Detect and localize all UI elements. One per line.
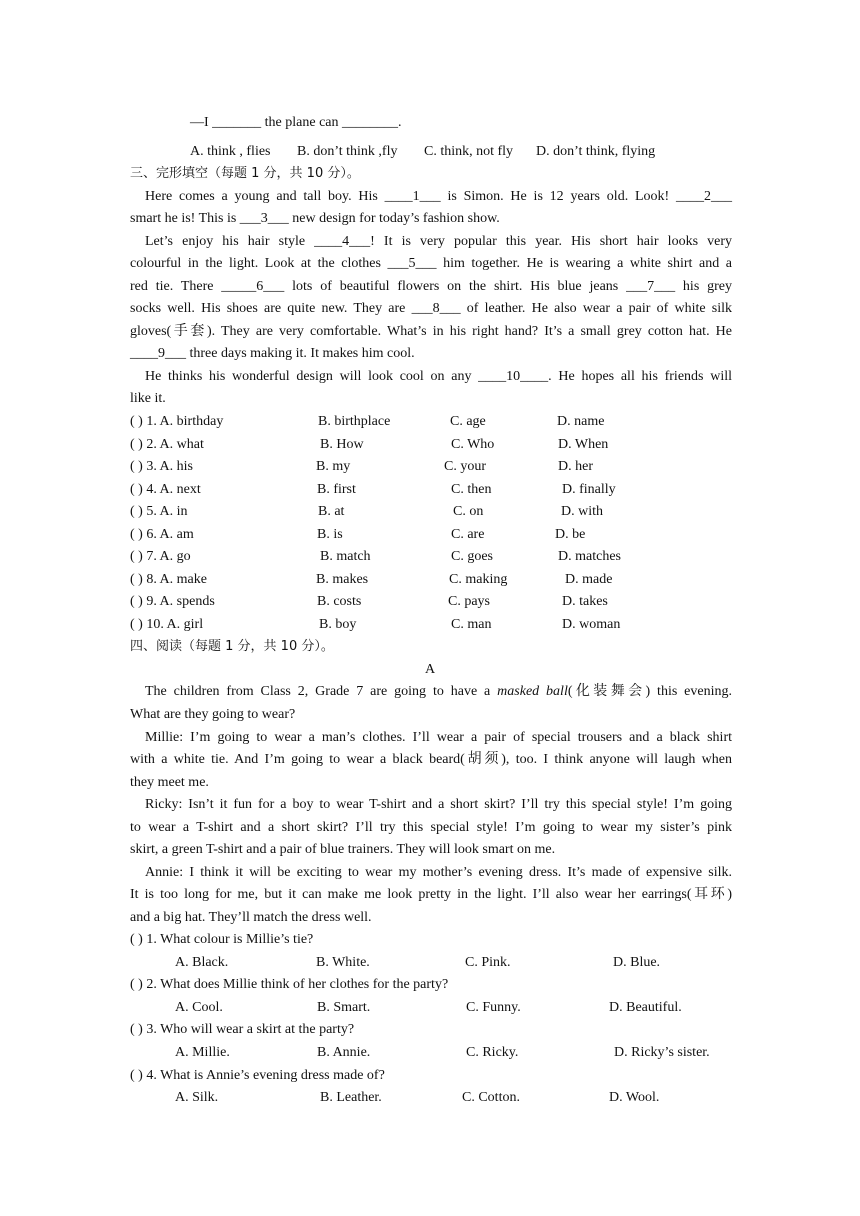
cloze-option-d: D. be (555, 527, 586, 542)
answer-a: A. Cool. (175, 1000, 223, 1015)
question-line: —I _______ the plane can ________. (190, 115, 402, 130)
cloze-option-c: C. on (453, 504, 484, 519)
cloze-line: He thinks his wonderful design will look cool on any ____10____. He hopes all his friends will (145, 369, 732, 384)
answer-d: D. Wool. (609, 1090, 660, 1105)
intro-text-end: (化装舞会) this evening. (567, 684, 732, 699)
option-a: A. think , flies (190, 144, 271, 159)
cloze-option-c: C. age (450, 414, 486, 429)
cloze-question-a: ( ) 2. A. what (130, 437, 204, 452)
reading-line: to wear a T-shirt and a short skirt? I’ll try this special style! I’m going to wear my sister’s pink (130, 820, 732, 835)
option-c: C. think, not fly (424, 144, 514, 159)
cloze-option-b: B. at (318, 504, 345, 519)
cloze-option-d: D. made (565, 572, 613, 587)
cloze-option-b: B. first (317, 482, 356, 497)
cloze-option-b: B. match (320, 549, 371, 564)
cloze-line: ____9___ three days making it. It makes him cool. (130, 346, 415, 361)
cloze-option-d: D. matches (558, 549, 621, 564)
passage-label: A (424, 662, 436, 677)
cloze-question-a: ( ) 6. A. am (130, 527, 194, 542)
reading-line: It is too long for me, but it can make me look pretty in the light. I’ll also wear her earrings(耳环) (130, 887, 732, 902)
cloze-question-a: ( ) 5. A. in (130, 504, 188, 519)
answer-c: C. Ricky. (466, 1045, 519, 1060)
reading-line: Millie: I’m going to wear a man’s clothes. I’ll wear a pair of special trousers and a black shirt (145, 730, 732, 745)
cloze-option-c: C. pays (448, 594, 490, 609)
cloze-question-a: ( ) 4. A. next (130, 482, 201, 497)
intro-emphasis: masked ball (497, 684, 568, 699)
option-b: B. don’t think ,fly (297, 144, 398, 159)
answer-d: D. Blue. (613, 955, 661, 970)
cloze-option-d: D. name (557, 414, 605, 429)
cloze-option-c: C. man (451, 617, 492, 632)
answer-b: B. Leather. (320, 1090, 382, 1105)
question-stem: ( ) 2. What does Millie think of her clothes for the party? (130, 977, 449, 992)
question-stem: ( ) 4. What is Annie’s evening dress made of? (130, 1068, 385, 1083)
answer-c: C. Funny. (466, 1000, 521, 1015)
cloze-question-a: ( ) 9. A. spends (130, 594, 215, 609)
cloze-line: gloves(手套). They are very comfortable. What’s in his right hand? It’s a small grey cotton hat. He (130, 324, 732, 339)
cloze-option-c: C. making (449, 572, 508, 587)
cloze-option-c: C. your (444, 459, 486, 474)
intro-text: The children from Class 2, Grade 7 are going to have a (145, 684, 498, 699)
reading-line: with a white tie. And I’m going to wear a black beard(胡须), too. I think anyone will laugh when (130, 752, 732, 767)
cloze-option-d: D. finally (562, 482, 616, 497)
answer-d: D. Beautiful. (609, 1000, 682, 1015)
cloze-option-c: C. are (451, 527, 485, 542)
cloze-line: smart he is! This is ___3___ new design for today’s fashion show. (130, 211, 500, 226)
cloze-option-c: C. then (451, 482, 492, 497)
answer-c: C. Pink. (465, 955, 511, 970)
answer-a: A. Silk. (175, 1090, 219, 1105)
answer-c: C. Cotton. (462, 1090, 520, 1105)
section-heading-cloze: 三、完形填空（每题 1 分，共 10 分）。 (130, 166, 360, 181)
cloze-option-d: D. takes (562, 594, 608, 609)
reading-line: skirt, a green T-shirt and a pair of blue trainers. They will look smart on me. (130, 842, 556, 857)
section-heading-reading: 四、阅读（每题 1 分，共 10 分）。 (130, 639, 334, 654)
reading-line: What are they going to wear? (130, 707, 296, 722)
cloze-option-d: D. her (558, 459, 593, 474)
answer-a: A. Millie. (175, 1045, 230, 1060)
cloze-line: colourful in the light. Look at the clothes ___5___ him together. He is wearing a white shirt and a (130, 256, 732, 271)
cloze-option-b: B. is (317, 527, 343, 542)
answer-b: B. Annie. (317, 1045, 371, 1060)
cloze-option-d: D. woman (562, 617, 621, 632)
cloze-option-b: B. makes (316, 572, 369, 587)
cloze-option-d: D. with (561, 504, 603, 519)
cloze-question-a: ( ) 1. A. birthday (130, 414, 224, 429)
cloze-question-a: ( ) 3. A. his (130, 459, 193, 474)
answer-d: D. Ricky’s sister. (614, 1045, 710, 1060)
reading-line: Ricky: Isn’t it fun for a boy to wear T-shirt and a short skirt? I’ll try this special style! I’m going (145, 797, 732, 812)
cloze-question-a: ( ) 7. A. go (130, 549, 191, 564)
cloze-line: Here comes a young and tall boy. His ____1___ is Simon. He is 12 years old. Look! ____2___ (145, 189, 732, 204)
answer-b: B. White. (316, 955, 370, 970)
cloze-option-b: B. birthplace (318, 414, 391, 429)
reading-intro-line (145, 682, 732, 702)
cloze-option-b: B. my (316, 459, 351, 474)
reading-line: Annie: I think it will be exciting to wear my mother’s evening dress. It’s made of expensive silk. (145, 865, 732, 880)
cloze-option-b: B. How (320, 437, 364, 452)
cloze-option-b: B. boy (319, 617, 357, 632)
question-stem: ( ) 1. What colour is Millie’s tie? (130, 932, 314, 947)
cloze-option-c: C. Who (451, 437, 495, 452)
answer-a: A. Black. (175, 955, 229, 970)
cloze-line: red tie. There _____6___ lots of beautiful flowers on the shirt. His blue jeans ___7___ his grey (130, 279, 732, 294)
option-d: D. don’t think, flying (536, 144, 656, 159)
question-stem: ( ) 3. Who will wear a skirt at the party? (130, 1022, 355, 1037)
cloze-question-a: ( ) 10. A. girl (130, 617, 204, 632)
reading-line: they meet me. (130, 775, 209, 790)
cloze-option-d: D. When (558, 437, 609, 452)
reading-line: and a big hat. They’ll match the dress well. (130, 910, 372, 925)
cloze-line: Let’s enjoy his hair style ____4___! It is very popular this year. His short hair looks very (145, 234, 732, 249)
cloze-line: like it. (130, 391, 166, 406)
cloze-option-b: B. costs (317, 594, 362, 609)
answer-b: B. Smart. (317, 1000, 371, 1015)
cloze-line: socks well. His shoes are quite new. They are ___8___ of leather. He also wear a pair of white silk (130, 301, 732, 316)
cloze-question-a: ( ) 8. A. make (130, 572, 207, 587)
cloze-option-c: C. goes (451, 549, 493, 564)
